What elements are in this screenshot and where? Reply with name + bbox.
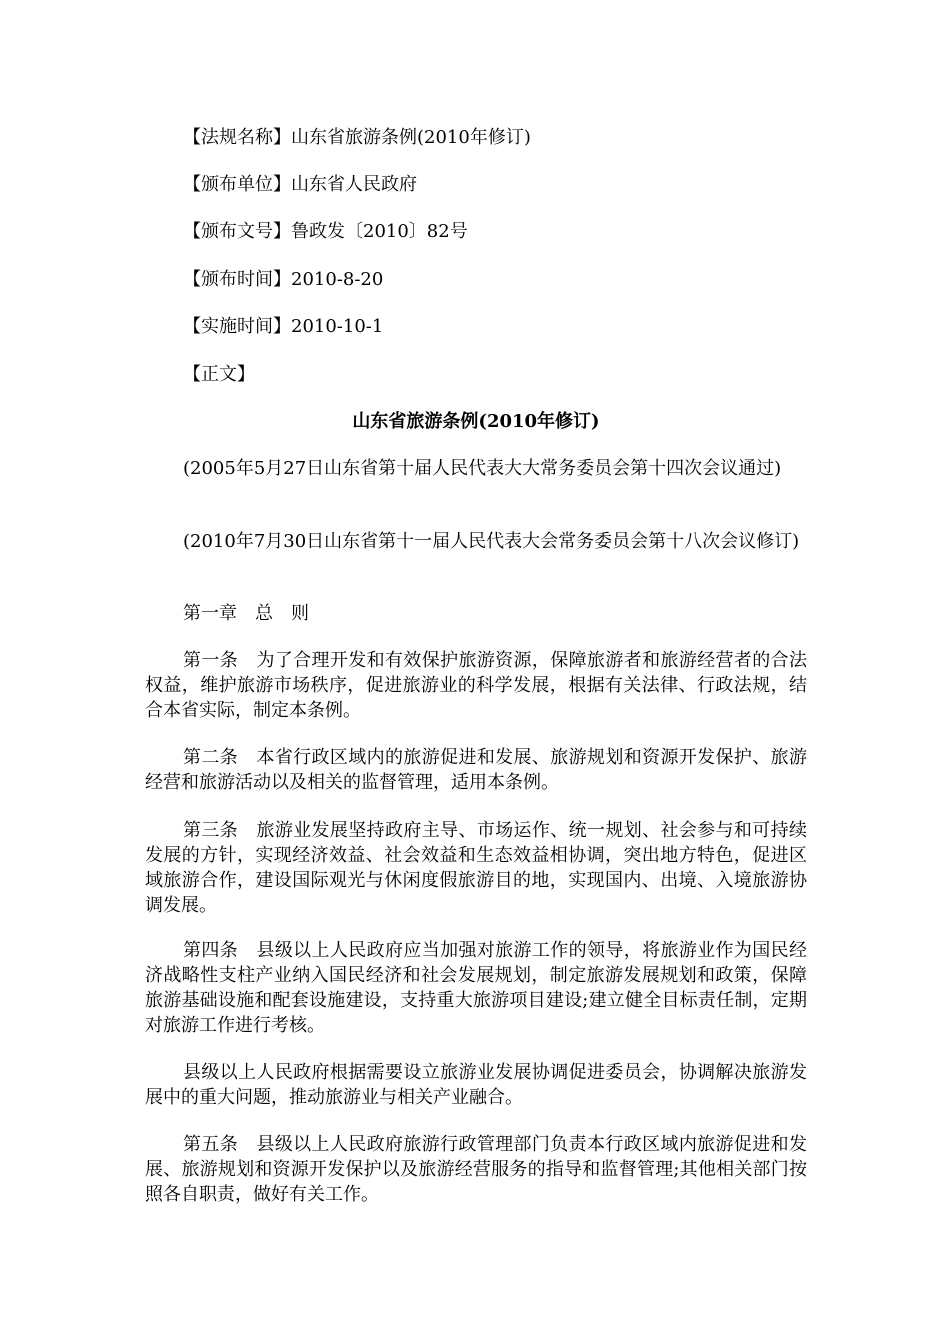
- meta-issue-date: 【颁布时间】2010-8-20: [183, 269, 384, 290]
- meta-body-label: 【正文】: [183, 364, 255, 385]
- chapter-heading: 第一章 总 则: [183, 603, 309, 624]
- article-2: 第二条 本省行政区域内的旅游促进和发展、旅游规划和资源开发保护、旅游经营和旅游活动以及相关的监督管理，适用本条例。: [145, 747, 807, 793]
- article-3: 第三条 旅游业发展坚持政府主导、市场运作、统一规划、社会参与和可持续发展的方针，实现经济效益、社会效益和生态效益相协调，突出地方特色，促进区域旅游合作，建设国际观光与休闲度假旅游目的地，实现国内、出境、入境旅游协调发展。: [145, 820, 807, 916]
- meta-effective-date: 【实施时间】2010-10-1: [183, 316, 384, 337]
- article-4: 第四条 县级以上人民政府应当加强对旅游工作的领导，将旅游业作为国民经济战略性支柱产业纳入国民经济和社会发展规划，制定旅游发展规划和政策，保障旅游基础设施和配套设施建设，支持重大旅游项目建设;建立健全目标责任制，定期对旅游工作进行考核。: [145, 940, 807, 1036]
- document-title: 山东省旅游条例(2010年修订): [352, 411, 600, 432]
- meta-document-number: 【颁布文号】鲁政发〔2010〕82号: [183, 221, 468, 242]
- article-4-paragraph-2: 县级以上人民政府根据需要设立旅游业发展协调促进委员会，协调解决旅游发展中的重大问题，推动旅游业与相关产业融合。: [145, 1062, 807, 1108]
- meta-issuer: 【颁布单位】山东省人民政府: [183, 174, 417, 195]
- article-5: 第五条 县级以上人民政府旅游行政管理部门负责本行政区域内旅游促进和发展、旅游规划和资源开发保护以及旅游经营服务的指导和监督管理;其他相关部门按照各自职责，做好有关工作。: [145, 1134, 807, 1205]
- meta-regulation-name: 【法规名称】山东省旅游条例(2010年修订): [183, 127, 531, 148]
- paragraph-adoption-note: (2005年5月27日山东省第十届人民代表大大常务委员会第十四次会议通过): [183, 458, 782, 479]
- paragraph-revision-note: (2010年7月30日山东省第十一届人民代表大会常务委员会第十八次会议修订): [183, 531, 800, 552]
- article-1: 第一条 为了合理开发和有效保护旅游资源，保障旅游者和旅游经营者的合法权益，维护旅游市场秩序，促进旅游业的科学发展，根据有关法律、行政法规，结合本省实际，制定本条例。: [145, 650, 807, 721]
